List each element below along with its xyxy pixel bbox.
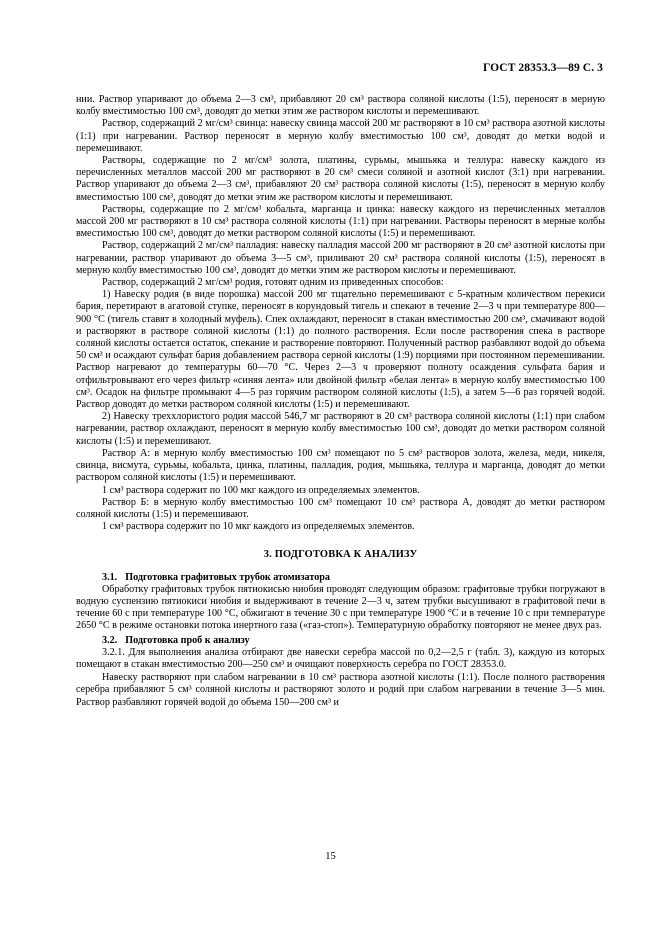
paragraph-3-2-1: 3.2.1. Для выполнения анализа отбирают две навески серебра массой по 0,2—2,5 г (табл. 3), каждую из которых помещают в стакан вместимостью 200—250 см³ и очищают поверхность серебра по ГОСТ 28353.0. [76,646,605,670]
subsection-number: 3.1. [102,571,118,583]
subsection-title: Подготовка графитовых трубок атомизатора [125,571,330,583]
page-number: 15 [325,851,336,862]
paragraph-3-1: Обработку графитовых трубок пятиокисью ниобия проводят следующим образом: графитовые трубки погружают в водную суспензию пятиокиси ниобия и выдерживают в течение 2—3 ч, затем трубки высушивают в графитовой печи в течение 60 с при температуре 100 °С, обжигают в течение 30 с при температуре 1900 °С и в течение 10 с при температуре 2650 °С в режиме остановки потока инертного газа («газ-стоп»). Температурную обработку повторяют не менее двух раз. [76,583,605,632]
paragraph: 1) Навеску родия (в виде порошка) массой 200 мг тщательно перемешивают с 5-кратным количеством перекиси бария, перетирают в агатовой ступке, переносят в корундовый тигель и спекают в течение 2—3 ч при температуре 800—900 °С (тигель ставят в холодный муфель). Спек охлаждают, переносят в стакан вместимостью 200 см³, смачивают водой и растворяют в растворе соляной кислоты (1:1) до полного растворения. Если после растворения спека в растворе соляной кислоты остается остаток, спекание и растворение повторяют. Полученный раствор разбавляют водой до объема 50 см³ и осаждают сульфат бария добавлением раствора серной кислоты (1:9) порциями при постоянном перемешивании. Раствор нагревают до температуры 60—70 °С. Через 2—3 ч проверяют полноту осаждения сульфата бария и отфильтровывают его через фильтр «синяя лента» или двойной фильтр «белая лента» в мерную колбу вместимостью 100 см³. Осадок на фильтре промывают 4—5 раз горячим раствором соляной кислоты (1:5), а затем 5—6 раз горячей водой. Раствор доводят до метки раствором соляной кислоты (1:5) и перемешивают. [76,289,605,411]
paragraph: Растворы, содержащие по 2 мг/см³ кобальта, марганца и цинка: навеску каждого из перечисленных металлов массой 200 мг растворяют в 10 см³ раствора соляной кислоты (1:1) при нагревании. Растворы переносят в мерные колбы вместимостью 100 см³, доводят до метки раствором соляной кислоты (1:5) и перемешивают. [76,203,605,240]
subsection-number: 3.2. [102,634,118,646]
paragraph: Раствор, содержащий 2 мг/см³ родия, готовят одним из приведенных способов: [102,277,444,289]
subsection-heading-3-1 [76,572,605,584]
page-content [76,94,605,709]
paragraph: нии. Раствор упаривают до объема 2—3 см³, прибавляют 20 см³ раствора соляной кислоты (1:5), переносят в мерную колбу вместимостью 100 см³, доводят до метки этим же раствором кислоты и перемешивают. [76,94,605,118]
subsection-heading-3-2 [76,635,605,647]
paragraph: Раствор Б: в мерную колбу вместимостью 100 см³ помещают 10 см³ раствора А, доводят до метки раствором соляной кислоты (1:5) и перемешивают. [76,496,605,520]
paragraph: 1 см³ раствора содержит по 10 мкг каждого из определяемых элементов. [102,521,415,533]
paragraph: Раствор А: в мерную колбу вместимостью 100 см³ помещают по 5 см³ растворов золота, железа, меди, никеля, свинца, висмута, сурьмы, кобальта, цинка, платины, палладия, родия, мышьяка, теллура и марганца, доводят до метки раствором соляной кислоты (1:5) и перемешивают. [76,447,605,484]
paragraph: Раствор, содержащий 2 мг/см³ свинца: навеску свинца массой 200 мг растворяют в 10 см³ раствора азотной кислоты (1:1) при нагревании. Раствор переносят в мерную колбу вместимостью 100 см³, доводят до метки водой и перемешивают. [76,118,605,154]
paragraph: 2) Навеску треххлористого родия массой 546,7 мг растворяют в 20 см³ раствора соляной кислоты (1:1) при слабом нагревании, раствор охлаждают, переносят в мерную колбу вместимостью 100 см³, доводят до метки раствором соляной кислоты (1:5) и перемешивают. [76,411,605,447]
page-header: ГОСТ 28353.3—89 С. 3 [482,62,603,74]
paragraph: 1 см³ раствора содержит по 100 мкг каждого из определяемых элементов. [102,484,420,496]
section-title: 3. ПОДГОТОВКА К АНАЛИЗУ [263,549,418,561]
paragraph-list [76,94,605,533]
paragraph: Раствор, содержащий 2 мг/см³ палладия: навеску палладия массой 200 мг растворяют в 20 см³ азотной кислоты при нагревании, раствор упаривают до объема 3—5 см³, приливают 20 см³ раствора соляной кислоты (1:5), переносят в мерную колбу вместимостью 100 см³, доводят до метки этим же раствором кислоты и перемешивают. [76,240,605,276]
paragraph-3-2-1-cont: Навеску растворяют при слабом нагревании в 10 см³ раствора азотной кислоты (1:1). После полного растворения серебра прибавляют 5 см³ соляной кислоты и растворяют золото и родий при слабом нагревании в течение 3—5 мин. Раствор разбавляют горячей водой до объема 150—200 см³ и [76,672,605,708]
paragraph: Растворы, содержащие по 2 мг/см³ золота, платины, сурьмы, мышьяка и теллура: навеску каждого из перечисленных металлов массой 200 мг растворяют в 20 см³ смеси соляной и азотной кислот (3:1) при нагревании. Раствор упаривают до объема 2—3 см³, прибавляют 20 см³ раствора соляной кислоты (1:5), переносят в мерную колбу вместимостью 100 см³, доводят до метки этим же раствором кислоты и перемешивают. [76,155,605,203]
subsection-title: Подготовка проб к анализу [125,634,250,646]
